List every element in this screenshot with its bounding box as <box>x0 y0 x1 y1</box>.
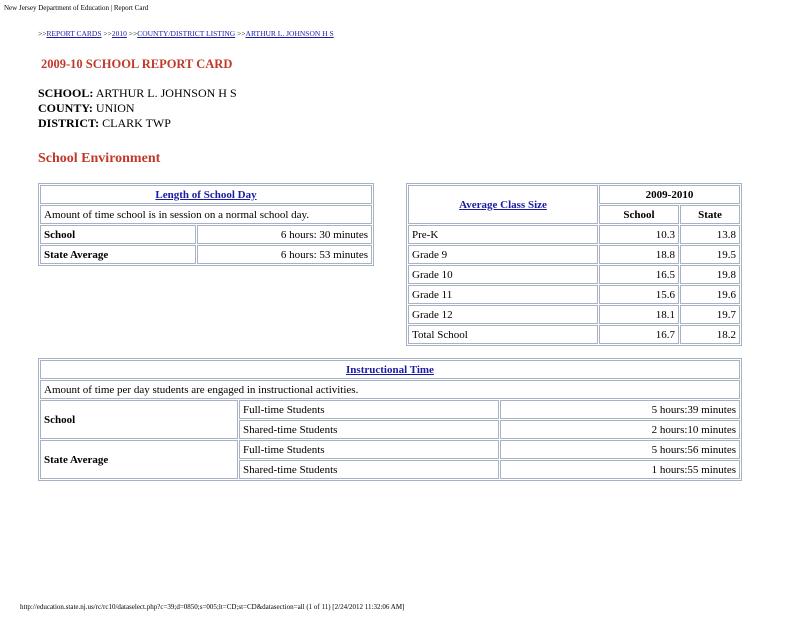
district-value: CLARK TWP <box>102 116 171 130</box>
school-cell: 18.1 <box>599 305 679 324</box>
table-row <box>408 325 740 344</box>
breadcrumb-link-2010[interactable]: 2010 <box>111 29 127 38</box>
school-cell: 18.8 <box>599 245 679 264</box>
table-row <box>408 305 740 324</box>
class-size-header <box>408 185 598 224</box>
grade-cell: Grade 11 <box>408 285 598 304</box>
length-table-header <box>40 185 372 204</box>
length-table-description: Amount of time school is in session on a normal school day. <box>40 205 372 224</box>
school-info <box>38 86 237 131</box>
row-label: State Average <box>40 245 196 264</box>
school-cell: 10.3 <box>599 225 679 244</box>
grade-cell: Grade 9 <box>408 245 598 264</box>
report-title: 2009-10 SCHOOL REPORT CARD <box>41 57 233 71</box>
length-of-school-day-link[interactable]: Length of School Day <box>155 188 257 201</box>
student-type-cell: Shared-time Students <box>239 420 499 439</box>
average-class-size-table <box>406 183 742 346</box>
average-class-size-link[interactable]: Average Class Size <box>459 198 547 211</box>
time-cell: 1 hours:55 minutes <box>500 460 740 479</box>
school-cell: 16.7 <box>599 325 679 344</box>
instructional-time-table <box>38 358 742 481</box>
page-header: New Jersey Department of Education | Report Card <box>4 4 149 12</box>
district-label: DISTRICT: <box>38 116 100 130</box>
breadcrumb-link-county-district-listing[interactable]: COUNTY/DISTRICT LISTING <box>137 29 236 38</box>
grade-cell: Grade 10 <box>408 265 598 284</box>
instruction-table-description: Amount of time per day students are engaged in instructional activities. <box>40 380 740 399</box>
county-value: UNION <box>95 101 135 115</box>
table-row <box>40 400 740 419</box>
school-line <box>38 86 237 101</box>
table-row <box>40 245 372 264</box>
school-value: ARTHUR L. JOHNSON H S <box>95 86 237 100</box>
student-type-cell: Shared-time Students <box>239 460 499 479</box>
state-cell: 19.6 <box>680 285 740 304</box>
table-row <box>40 440 740 459</box>
school-cell: 16.5 <box>599 265 679 284</box>
breadcrumb-link-report-cards[interactable]: REPORT CARDS <box>46 29 102 38</box>
state-cell: 13.8 <box>680 225 740 244</box>
instructional-time-link[interactable]: Instructional Time <box>346 363 434 376</box>
table-row <box>408 245 740 264</box>
grade-cell: Grade 12 <box>408 305 598 324</box>
breadcrumb-separator: >> <box>128 29 138 38</box>
col-state-header: State <box>680 205 740 224</box>
school-label: SCHOOL: <box>38 86 94 100</box>
grade-cell: Total School <box>408 325 598 344</box>
col-school-header: School <box>599 205 679 224</box>
grade-cell: Pre-K <box>408 225 598 244</box>
state-cell: 19.7 <box>680 305 740 324</box>
instruction-table-header <box>40 360 740 379</box>
time-cell: 2 hours:10 minutes <box>500 420 740 439</box>
breadcrumb-separator: >> <box>237 29 246 38</box>
group-label: State Average <box>40 440 238 479</box>
district-line <box>38 116 237 131</box>
length-of-school-day-table <box>38 183 374 266</box>
county-label: COUNTY: <box>38 101 93 115</box>
breadcrumb-separator: >> <box>103 29 112 38</box>
state-cell: 19.8 <box>680 265 740 284</box>
section-title: School Environment <box>38 151 161 166</box>
table-row <box>408 225 740 244</box>
breadcrumb-link-school[interactable]: ARTHUR L. JOHNSON H S <box>245 29 334 38</box>
table-row <box>40 225 372 244</box>
page-footer-url: http://education.state.nj.us/rc/rc10/dataselect.php?c=39;d=0850;s=005;lt=CD;st=CD&datasection=all (1 of 11) [2/24/2012 11:32:06 AM] <box>20 603 405 611</box>
breadcrumb <box>38 29 334 38</box>
county-line <box>38 101 237 116</box>
school-cell: 15.6 <box>599 285 679 304</box>
row-value: 6 hours: 53 minutes <box>197 245 372 264</box>
student-type-cell: Full-time Students <box>239 440 499 459</box>
time-cell: 5 hours:39 minutes <box>500 400 740 419</box>
table-row <box>408 265 740 284</box>
time-cell: 5 hours:56 minutes <box>500 440 740 459</box>
table-row <box>408 285 740 304</box>
row-value: 6 hours: 30 minutes <box>197 225 372 244</box>
row-label: School <box>40 225 196 244</box>
group-label: School <box>40 400 238 439</box>
year-header: 2009-2010 <box>599 185 740 204</box>
state-cell: 18.2 <box>680 325 740 344</box>
state-cell: 19.5 <box>680 245 740 264</box>
breadcrumb-separator: >> <box>38 29 47 38</box>
student-type-cell: Full-time Students <box>239 400 499 419</box>
